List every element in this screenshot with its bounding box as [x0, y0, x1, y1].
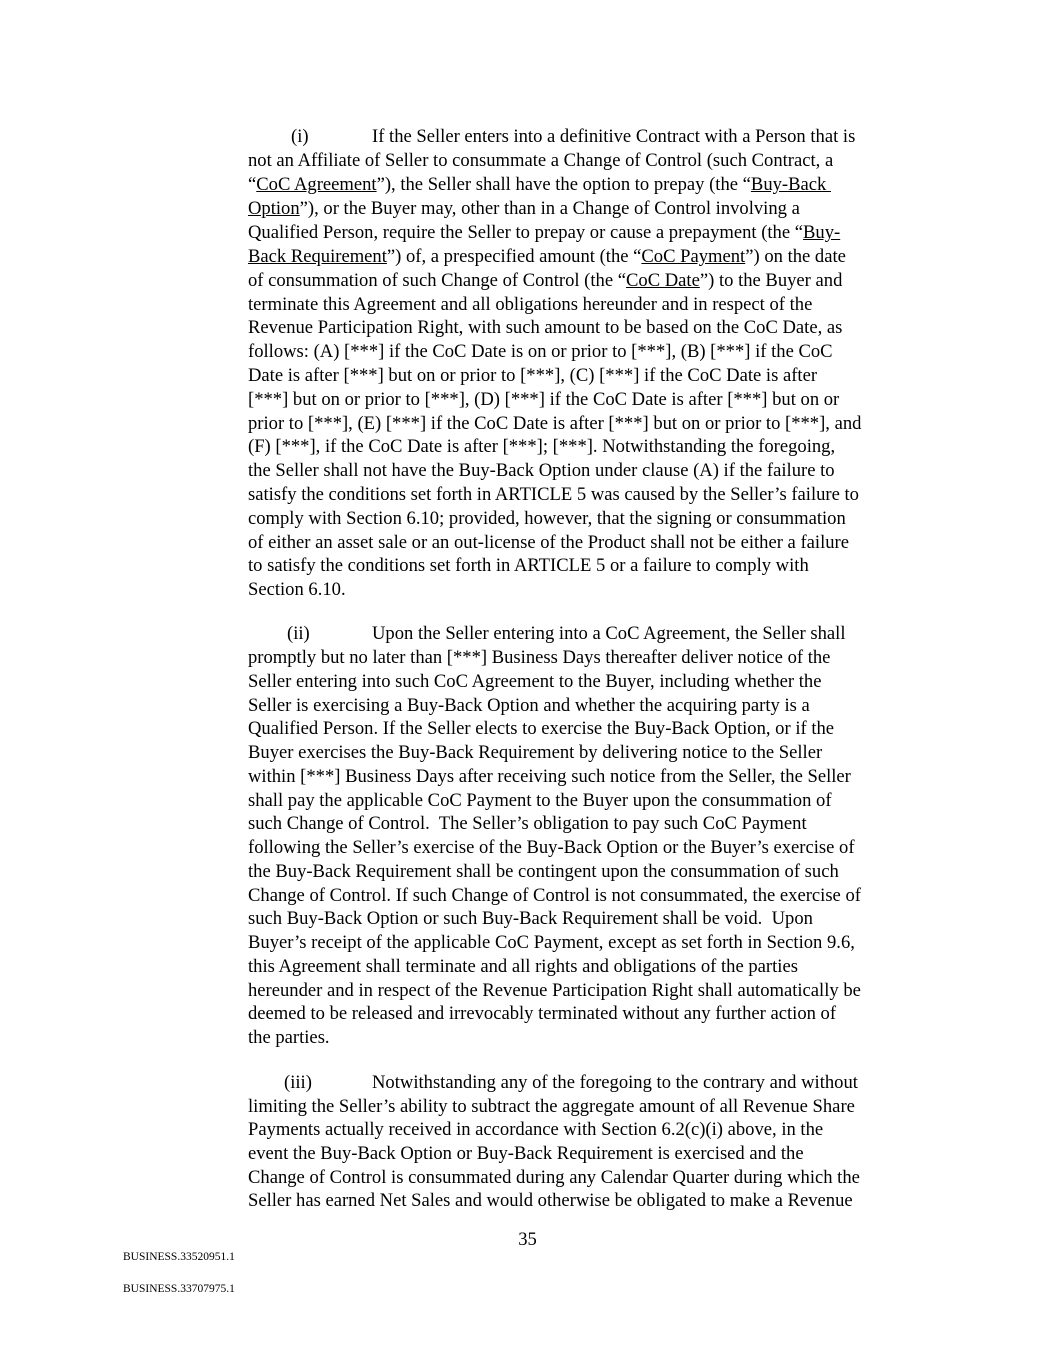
defined-term: Buy-Back: [750, 174, 831, 195]
text-line: following the Seller’s exercise of the Buy-Back Option or the Buyer’s exercise of: [248, 837, 855, 858]
text-line: Seller has earned Net Sales and would otherwise be obligated to make a Revenue: [248, 1190, 853, 1211]
text-line: terminate this Agreement and all obligations hereunder and in respect of the: [248, 294, 813, 315]
text-line: Qualified Person. If the Seller elects to exercise the Buy-Back Option, or if the: [248, 718, 835, 739]
text-line: not an Affiliate of Seller to consummate a Change of Control (such Contract, a: [248, 150, 834, 171]
text-line: Revenue Participation Right, with such amount to be based on the CoC Date, as: [248, 317, 843, 338]
text-line: such Change of Control. The Seller’s obligation to pay such CoC Payment: [248, 813, 807, 834]
defined-term: Buy-: [803, 222, 841, 243]
text-line: (F) [***], if the CoC Date is after [***]; [***]. Notwithstanding the foregoing,: [248, 436, 836, 457]
defined-term: CoC Payment: [641, 246, 746, 267]
page-number: 35: [518, 1229, 537, 1250]
text-line: prior to [***], (E) [***] if the CoC Date is after [***] but on or prior to [***], and: [248, 413, 862, 434]
text-line: to satisfy the conditions set forth in ARTICLE 5 or a failure to comply with: [248, 555, 809, 576]
text-line: shall pay the applicable CoC Payment to the Buyer upon the consummation of: [248, 790, 832, 811]
text-line: within [***] Business Days after receiving such notice from the Seller, the Seller: [248, 766, 851, 787]
text-line: If the Seller enters into a definitive Contract with a Person that is: [372, 126, 856, 147]
defined-term: Option: [248, 198, 300, 219]
text-line: [***] but on or prior to [***], (D) [***] if the CoC Date is after [***] but on or: [248, 389, 840, 410]
defined-term: Back Requirement: [248, 246, 387, 267]
text-line: deemed to be released and irrevocably terminated without any further action of: [248, 1003, 837, 1024]
text-line: comply with Section 6.10; provided, however, that the signing or consummation: [248, 508, 846, 529]
text-line: the Seller shall not have the Buy-Back Option under clause (A) if the failure to: [248, 460, 835, 481]
text-line: Change of Control is consummated during any Calendar Quarter during which the: [248, 1167, 860, 1188]
text-line: of either an asset sale or an out-license of the Product shall not be either a failure: [248, 532, 849, 553]
text-line: Section 6.10.: [248, 579, 346, 600]
text-line: Change of Control. If such Change of Control is not consummated, the exercise of: [248, 885, 861, 906]
text-line: Date is after [***] but on or prior to [***], (C) [***] if the CoC Date is after: [248, 365, 818, 386]
text-line: limiting the Seller’s ability to subtract the aggregate amount of all Revenue Share: [248, 1096, 855, 1117]
text-line: hereunder and in respect of the Revenue Participation Right shall automatically be: [248, 980, 861, 1001]
paragraph-number: (iii): [284, 1072, 312, 1093]
text-line: Upon the Seller entering into a CoC Agreement, the Seller shall: [372, 623, 846, 644]
paragraph-number: (ii): [287, 623, 310, 644]
text-line: Buyer exercises the Buy-Back Requirement by delivering notice to the Seller: [248, 742, 823, 763]
text-line: follows: (A) [***] if the CoC Date is on or prior to [***], (B) [***] if the CoC: [248, 341, 833, 362]
text-line: promptly but no later than [***] Business Days thereafter deliver notice of the: [248, 647, 831, 668]
text-line: Payments actually received in accordance with Section 6.2(c)(i) above, in the: [248, 1119, 824, 1140]
document-id: BUSINESS.33520951.1: [123, 1251, 235, 1263]
text-line: event the Buy-Back Option or Buy-Back Requirement is exercised and the: [248, 1143, 804, 1164]
defined-term: CoC Agreement: [256, 174, 377, 195]
text-line: Notwithstanding any of the foregoing to the contrary and without: [372, 1072, 858, 1093]
text-line: the parties.: [248, 1027, 330, 1048]
text-line: “CoC Agreement”), the Seller shall have the option to prepay (the “Buy-Back: [248, 174, 831, 195]
text-line: such Buy-Back Option or such Buy-Back Requirement shall be void. Upon: [248, 908, 813, 929]
text-line: Back Requirement”) of, a prespecified amount (the “CoC Payment”) on the date: [248, 246, 846, 267]
text-line: of consummation of such Change of Control (the “CoC Date”) to the Buyer and: [248, 270, 843, 291]
text-line: Buyer’s receipt of the applicable CoC Payment, except as set forth in Section 9.6,: [248, 932, 855, 953]
text-line: Seller entering into such CoC Agreement to the Buyer, including whether the: [248, 671, 822, 692]
paragraph-number: (i): [291, 126, 309, 147]
text-line: Qualified Person, require the Seller to prepay or cause a prepayment (the “Buy-: [248, 222, 841, 243]
document-id: BUSINESS.33707975.1: [123, 1283, 235, 1295]
text-line: Seller is exercising a Buy-Back Option and whether the acquiring party is a: [248, 695, 810, 716]
defined-term: CoC Date: [626, 270, 700, 291]
text-line: satisfy the conditions set forth in ARTICLE 5 was caused by the Seller’s failure to: [248, 484, 859, 505]
text-line: the Buy-Back Requirement shall be contingent upon the consummation of such: [248, 861, 839, 882]
text-line: this Agreement shall terminate and all rights and obligations of the parties: [248, 956, 798, 977]
text-line: Option”), or the Buyer may, other than in a Change of Control involving a: [248, 198, 800, 219]
